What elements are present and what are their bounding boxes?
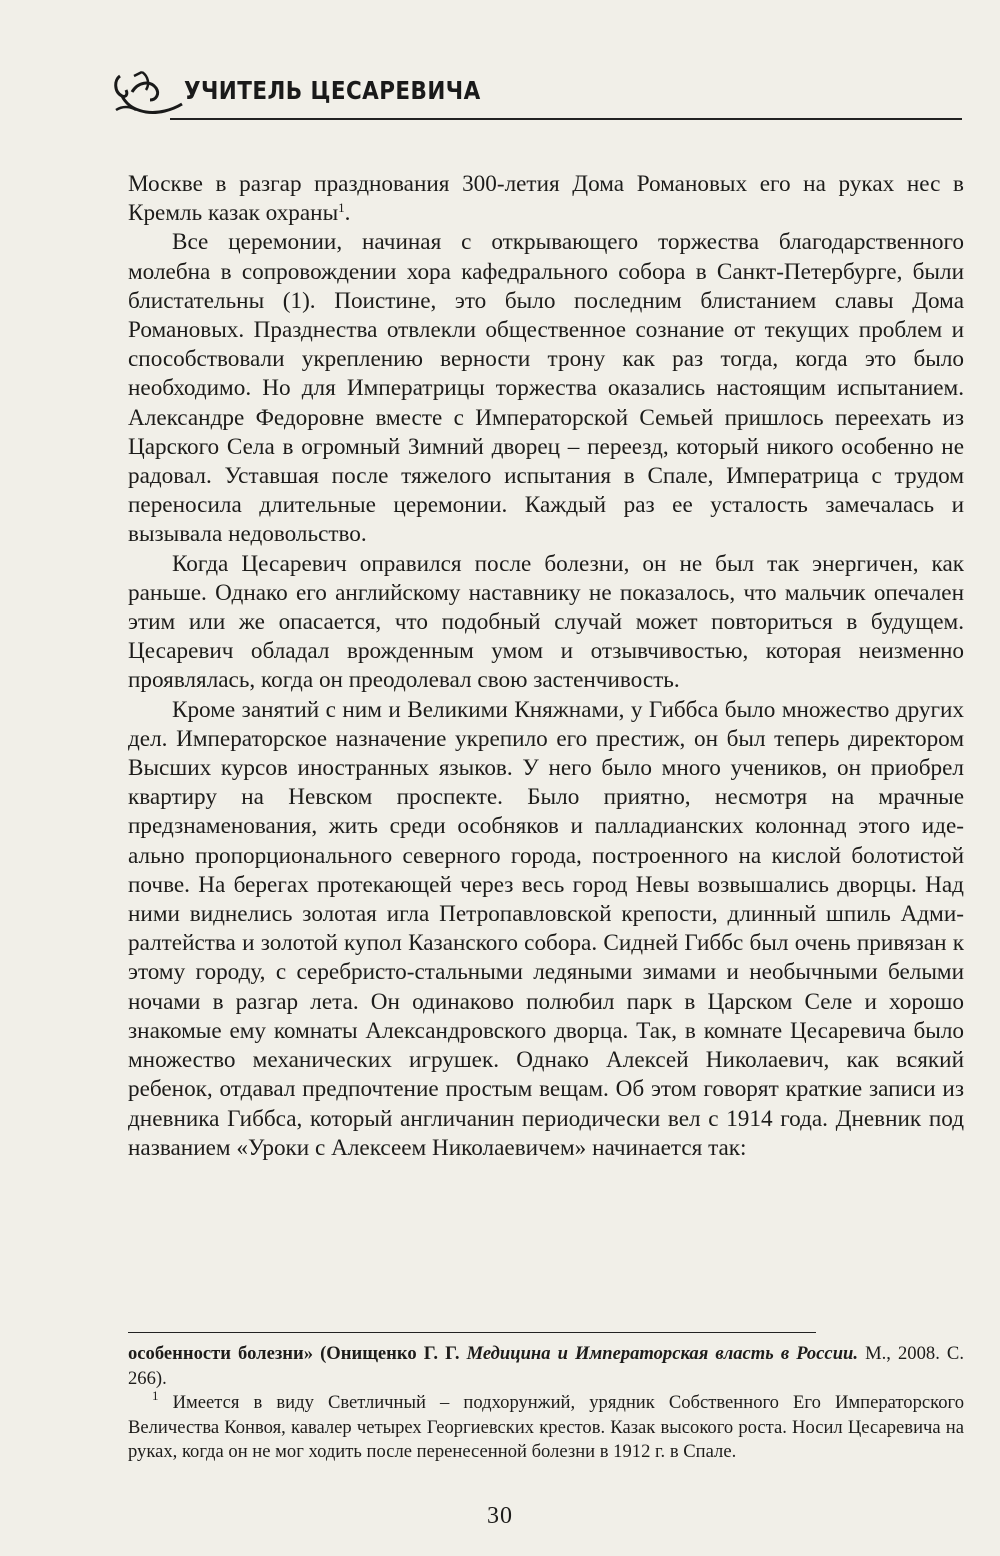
- paragraph-text: Москве в разгар празднования 300-летия Дома Романовых его на руках нес в Кремль казак охраны: [128, 171, 964, 227]
- footnote-rule: [128, 1332, 816, 1333]
- ornament-icon: [112, 70, 184, 118]
- header-rule: [170, 118, 962, 120]
- running-header: [112, 66, 962, 126]
- paragraph: [128, 170, 964, 228]
- footnote-ref: 1: [338, 200, 345, 216]
- running-title: УЧИТЕЛЬ ЦЕСАРЕВИЧА: [184, 76, 481, 105]
- footnote-1: [128, 1388, 964, 1465]
- footnote-book-title: Медицина и Императорская власть в России.: [466, 1343, 859, 1364]
- main-text: [128, 170, 964, 1163]
- footnotes: [128, 1342, 964, 1465]
- page-number: 30: [487, 1503, 513, 1529]
- footnote-publication: М., 2008. С. 266).: [128, 1343, 964, 1389]
- footnote-text: Имеется в виду Светличный – подхорунжий, урядник Собственного Его Императорского Величества Конвоя, кавалер четырех Георгиевских крестов. Казак высокого роста. Носил Цесаревича на руках, когда он не мог ходить после перенесенной болезни в 1912 г. в Спале.: [128, 1392, 964, 1463]
- paragraph: Когда Цесаревич оправился после болезни, он не был так энергичен, как раньше. Однако его английскому наставнику не показалось, что мальчик опечален этим или же опасается, что подобный случай может повториться в будущем. Цесаревич обладал врожденным умом и отзывчивостью, которая неизменно проявлялась, когда он преодолевал свою застенчивость.: [128, 550, 964, 694]
- footnote-continuation: [128, 1342, 964, 1391]
- paragraph-end: .: [344, 200, 351, 227]
- footnote-quote-end: особенности болезни»: [128, 1343, 314, 1364]
- footnote-author: (Онищенко Г. Г.: [320, 1343, 460, 1364]
- footnote-mark: 1: [152, 1388, 159, 1404]
- paragraph: Все церемонии, начиная с открывающего торжества благодарственного молебна в сопровождении хора кафедрального собора в Санкт-Петербурге, были блистательны (1). Поистине, это было последним блистанием славы Дома Романовых. Празднества отвлекли общественное сознание от текущих проблем и способствовали укреплению верности трону как раз тогда, когда это было необходимо. Но для Императрицы торжества оказались настоящим испытанием. Александре Федоровне вместе с Императорской Семьей пришлось переехать из Царского Села в огромный Зимний дворец – переезд, который никого особенно не радовал. Уставшая после тяжелого испытания в Спале, Императрица с трудом переносила длительные церемонии. Каждый раз ее усталость замечалась и вызывала недовольство.: [128, 229, 964, 548]
- paragraph: Кроме занятий с ним и Великими Княжнами, у Гиббса было множество других дел. Императорское назначение укрепило его престиж, он был теперь директором Высших курсов иностранных языков. У него было много учеников, он приобрел квартиру на Невском проспекте. Было приятно, несмотря на мрачные предзнаменования, жить среди особняков и палладианских колоннад этого идеально пропорционального северного города, построенного на кислой болотистой почве. На берегах протекающей через весь город Невы возвышались дворцы. Над ними виднелись золотая игла Петропавловской крепости, длинный шпиль Адмиралтейства и золотой купол Казанского собора. Сидней Гиббс был очень привязан к этому городу, с серебристо-стальными ледяными зимами и необычными белыми ночами в разгар лета. Он одинаково полюбил парк в Царском Селе и хорошо знакомые ему комнаты Александровского дворца. Так, в комнате Цесаревича было множество механических игрушек. Однако Алексей Николаевич, как всякий ребенок, отдавал предпочтение простым вещам. Об этом говорят краткие записи из дневника Гиббса, который англичанин периодически вел с 1914 года. Дневник под названием «Уроки с Алексеем Николаевичем» начинается так:: [128, 696, 964, 1161]
